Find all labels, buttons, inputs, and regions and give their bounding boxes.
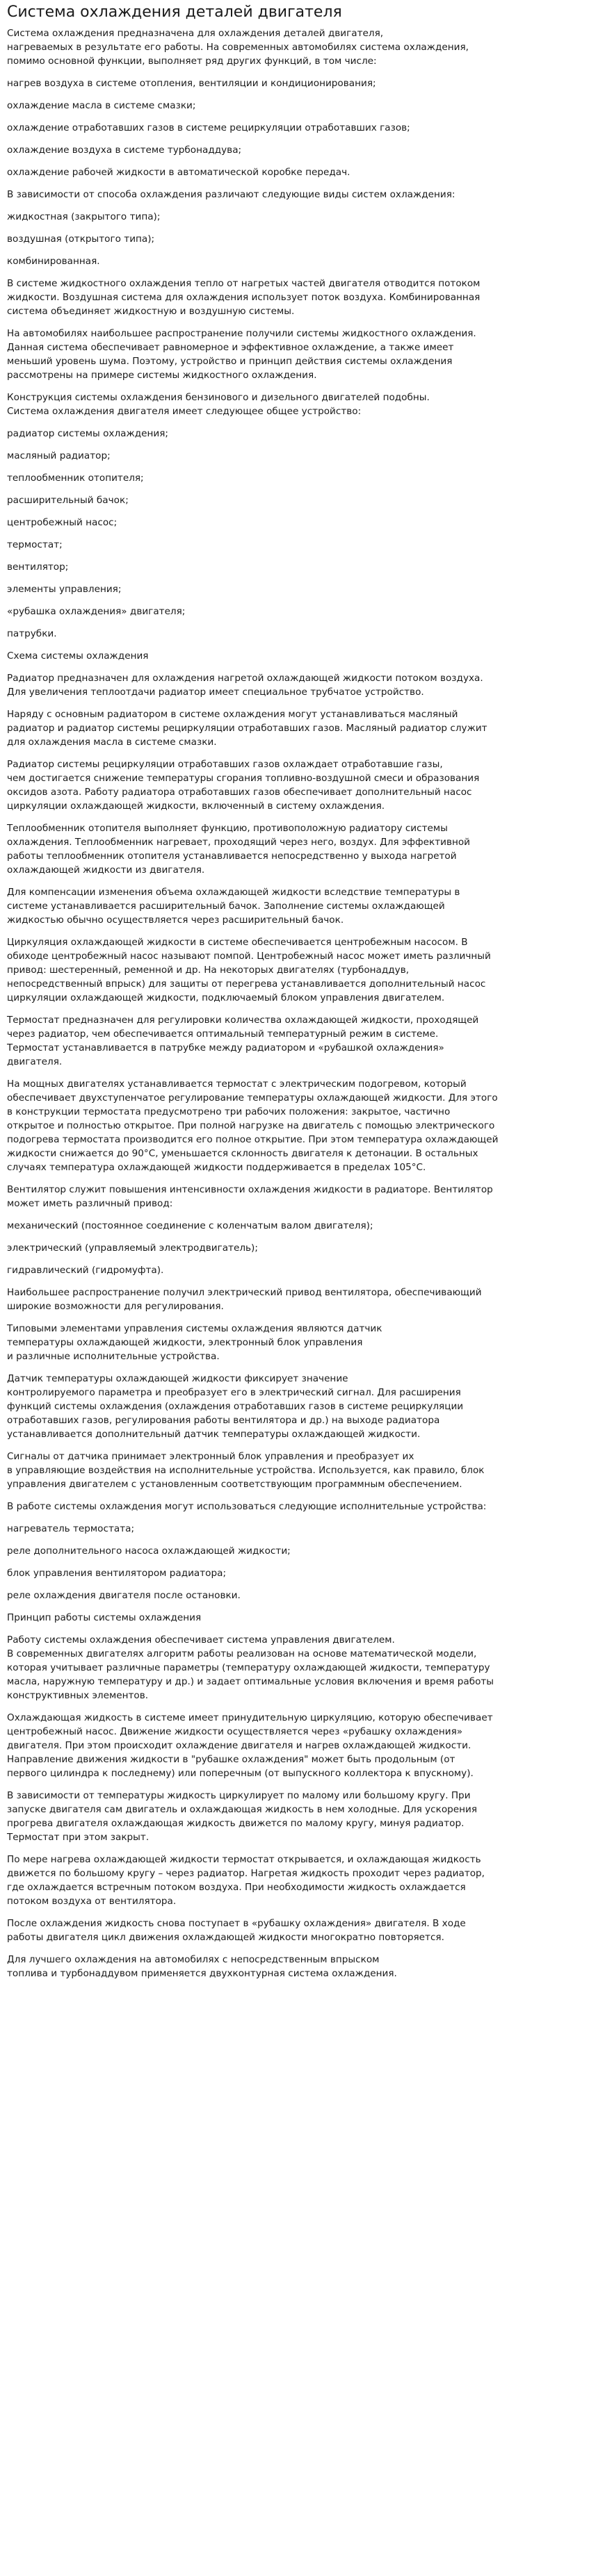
article-paragraph: Охлаждающая жидкость в системе имеет принудительную циркуляцию, которую обеспечивает центробежный насос. Движение жидкости осуществляется через «рубашку охлаждения» двигателя. При этом происходит охлаждение двигателя и нагрев охлаждающей жидкости. Направление движения жидкости в "рубашке охлаждения" может быть продольным (от первого цилиндра к последнему) или поперечным (от выпускного коллектора к впускному).: [7, 1712, 493, 1779]
article-paragraph: В системе жидкостного охлаждения тепло от нагретых частей двигателя отводится потоком жидкости. Воздушная система для охлаждения использует поток воздуха. Комбинированная система объединяет жидкостную и воздушную системы.: [7, 278, 481, 317]
article-paragraph: На мощных двигателях устанавливается термостат с электрическим подогревом, который обеспечивает двухступенчатое регулирование температуры охлаждающей жидкости. Для этого в конструкции термостата предусмотрено три рабочих положения: закрытое, частично открытое и полностью открытое. При полной нагрузке на двигатель с помощью электрического подогрева термостата производится его полное открытие. При этом температура охлаждающей жидкости снижается до 90°С, уменьшается склонность двигателя к детонации. В остальных случаях температура охлаждающей жидкости поддерживается в пределах 105°С.: [7, 1078, 499, 1173]
article-paragraph: реле дополнительного насоса охлаждающей жидкости;: [7, 1545, 291, 1557]
article-paragraph: Наибольшее распространение получил электрический привод вентилятора, обеспечивающий широкие возможности для регулирования.: [7, 1287, 482, 1312]
article-paragraph: охлаждение масла в системе смазки;: [7, 100, 196, 111]
article-paragraph: Работу системы охлаждения обеспечивает система управления двигателем. В современных двигателях алгоритм работы реализован на основе математической модели, которая учитывает различные параметры (температуру охлаждающей жидкости, температуру масла, наружную температуру и др.) и задает оптимальные условия включения и время работы конструктивных элементов.: [7, 1634, 494, 1701]
article-paragraph: Теплообменник отопителя выполняет функцию, противоположную радиатору системы охлаждения. Теплообменник нагревает, проходящий через него, воздух. Для эффективной работы теплообменник отопителя устанавливается непосредственно у выхода нагретой охлаждающей жидкости из двигателя.: [7, 823, 471, 876]
article-paragraph: жидкостная (закрытого типа);: [7, 211, 161, 222]
article-paragraph: радиатор системы охлаждения;: [7, 428, 168, 439]
article-paragraph: В зависимости от способа охлаждения различают следующие виды систем охлаждения:: [7, 189, 455, 200]
article-paragraph: патрубки.: [7, 628, 57, 639]
article-paragraph: охлаждение отработавших газов в системе рециркуляции отработавших газов;: [7, 122, 410, 133]
article-paragraph: Для лучшего охлаждения на автомобилях с непосредственным впрыском топлива и турбонаддувом применяется двухконтурная система охлаждения.: [7, 1954, 397, 1979]
article-paragraph: Наряду с основным радиатором в системе охлаждения могут устанавливаться масляный радиатор и радиатор системы рециркуляции отработавших газов. Масляный радиатор служит для охлаждения масла в системе смазки.: [7, 709, 487, 748]
article-paragraph: Сигналы от датчика принимает электронный блок управления и преобразует их в управляющие воздействия на исполнительные устройства. Используется, как правило, блок управления двигателем с установленным соответствующим программным обеспечением.: [7, 1451, 485, 1490]
page-title: Система охлаждения деталей двигателя: [7, 3, 342, 21]
article-paragraph: В зависимости от температуры жидкость циркулирует по малому или большому кругу. При запуске двигателя сам двигатель и охлаждающая жидкость в нем холодные. Для ускорения прогрева двигателя охлаждающая жидкость движется по малому кругу, минуя радиатор. Термостат при этом закрыт.: [7, 1790, 478, 1843]
article-paragraph: Схема системы охлаждения: [7, 650, 149, 662]
article-paragraph: «рубашка охлаждения» двигателя;: [7, 606, 186, 617]
article-paragraph: воздушная (открытого типа);: [7, 233, 155, 245]
article-paragraph: расширительный бачок;: [7, 495, 129, 506]
article-paragraph: нагрев воздуха в системе отопления, вентиляции и кондиционирования;: [7, 78, 376, 89]
article-paragraph: Для компенсации изменения объема охлаждающей жидкости вследствие температуры в системе устанавливается расширительный бачок. Заполнение системы охлаждающей жидкостью обычно осуществляется через расширительный бачок.: [7, 887, 460, 926]
article-paragraph: центробежный насос;: [7, 517, 118, 528]
article-paragraph: Конструкция системы охлаждения бензинового и дизельного двигателей подобны. Система охлаждения двигателя имеет следующее общее устройство:: [7, 392, 430, 417]
article-paragraph: Принцип работы системы охлаждения: [7, 1612, 202, 1623]
article-paragraph: Радиатор системы рециркуляции отработавших газов охлаждает отработавшие газы, чем достигается снижение температуры сгорания топливно-воздушной смеси и образования оксидов азота. Работу радиатора отработавших газов обеспечивает дополнительный насос циркуляции охлаждающей жидкости, включенный в систему охлаждения.: [7, 759, 480, 812]
article-paragraph: В работе системы охлаждения могут использоваться следующие исполнительные устройства:: [7, 1501, 487, 1512]
article-paragraph: механический (постоянное соединение с коленчатым валом двигателя);: [7, 1220, 373, 1231]
article-paragraph: охлаждение рабочей жидкости в автоматической коробке передач.: [7, 167, 350, 178]
article-paragraph: масляный радиатор;: [7, 450, 111, 461]
article-paragraph: По мере нагрева охлаждающей жидкости термостат открывается, и охлаждающая жидкость движется по большому кругу – через радиатор. Нагретая жидкость проходит через радиатор, где охлаждается встречным потоком воздуха. При необходимости жидкость охлаждается потоком воздуха от вентилятора.: [7, 1854, 485, 1907]
article-paragraph: реле охлаждения двигателя после остановки.: [7, 1590, 241, 1601]
article-paragraph: На автомобилях наибольшее распространение получили системы жидкостного охлаждения. Данная система обеспечивает равномерное и эффективное охлаждение, а также имеет меньший уровень шума. Поэтому, устройство и принцип действия системы охлаждения рассмотрены на примере системы жидкостного охлаждения.: [7, 328, 476, 381]
article-paragraph: Радиатор предназначен для охлаждения нагретой охлаждающей жидкости потоком воздуха. Для увеличения теплоотдачи радиатор имеет специальное трубчатое устройство.: [7, 673, 483, 698]
article-paragraph: Система охлаждения предназначена для охлаждения деталей двигателя, нагреваемых в результате его работы. На современных автомобилях система охлаждения, помимо основной функции, выполняет ряд других функций, в том числе:: [7, 28, 469, 67]
article-paragraph: охлаждение воздуха в системе турбонаддува;: [7, 145, 242, 156]
article-paragraph: Типовыми элементами управления системы охлаждения являются датчик температуры охлаждающей жидкости, электронный блок управления и различные исполнительные устройства.: [7, 1323, 382, 1362]
article-paragraph: вентилятор;: [7, 561, 69, 573]
article-paragraph: электрический (управляемый электродвигатель);: [7, 1242, 258, 1254]
article-paragraph: теплообменник отопителя;: [7, 473, 144, 484]
article-paragraph: комбинированная.: [7, 256, 100, 267]
article-paragraph: Циркуляция охлаждающей жидкости в системе обеспечивается центробежным насосом. В обиходе центробежный насос называют помпой. Центробежный насос может иметь различный привод: шестеренный, ременной и др. На некоторых двигателях (турбонаддув, непосредственный впрыск) для защиты от перегрева устанавливается дополнительный насос циркуляции охлаждающей жидкости, подключаемый блоком управления двигателем.: [7, 937, 491, 1003]
article-paragraph: гидравлический (гидромуфта).: [7, 1265, 164, 1276]
article-paragraph: элементы управления;: [7, 584, 122, 595]
article-paragraph: нагреватель термостата;: [7, 1523, 135, 1534]
article-paragraph: Термостат предназначен для регулировки количества охлаждающей жидкости, проходящей через радиатор, чем обеспечивается оптимальный температурный режим в системе. Термостат устанавливается в патрубке между радиатором и «рубашкой охлаждения» двигателя.: [7, 1015, 479, 1067]
article-paragraph: Вентилятор служит повышения интенсивности охлаждения жидкости в радиаторе. Вентилятор может иметь различный привод:: [7, 1184, 493, 1209]
article-paragraph: термостат;: [7, 539, 63, 550]
article-paragraph: После охлаждения жидкость снова поступает в «рубашку охлаждения» двигателя. В ходе работы двигателя цикл движения охлаждающей жидкости многократно повторяется.: [7, 1918, 466, 1943]
article-paragraph: блок управления вентилятором радиатора;: [7, 1568, 227, 1579]
article-body: [7, 26, 582, 1980]
article-paragraph: Датчик температуры охлаждающей жидкости фиксирует значение контролируемого параметра и преобразует его в электрический сигнал. Для расширения функций системы охлаждения (охлаждения отработавших газов в системе рециркуляции отработавших газов, регулирования работы вентилятора и др.) на выходе радиатора устанавливается дополнительный датчик температуры охлаждающей жидкости.: [7, 1373, 464, 1440]
